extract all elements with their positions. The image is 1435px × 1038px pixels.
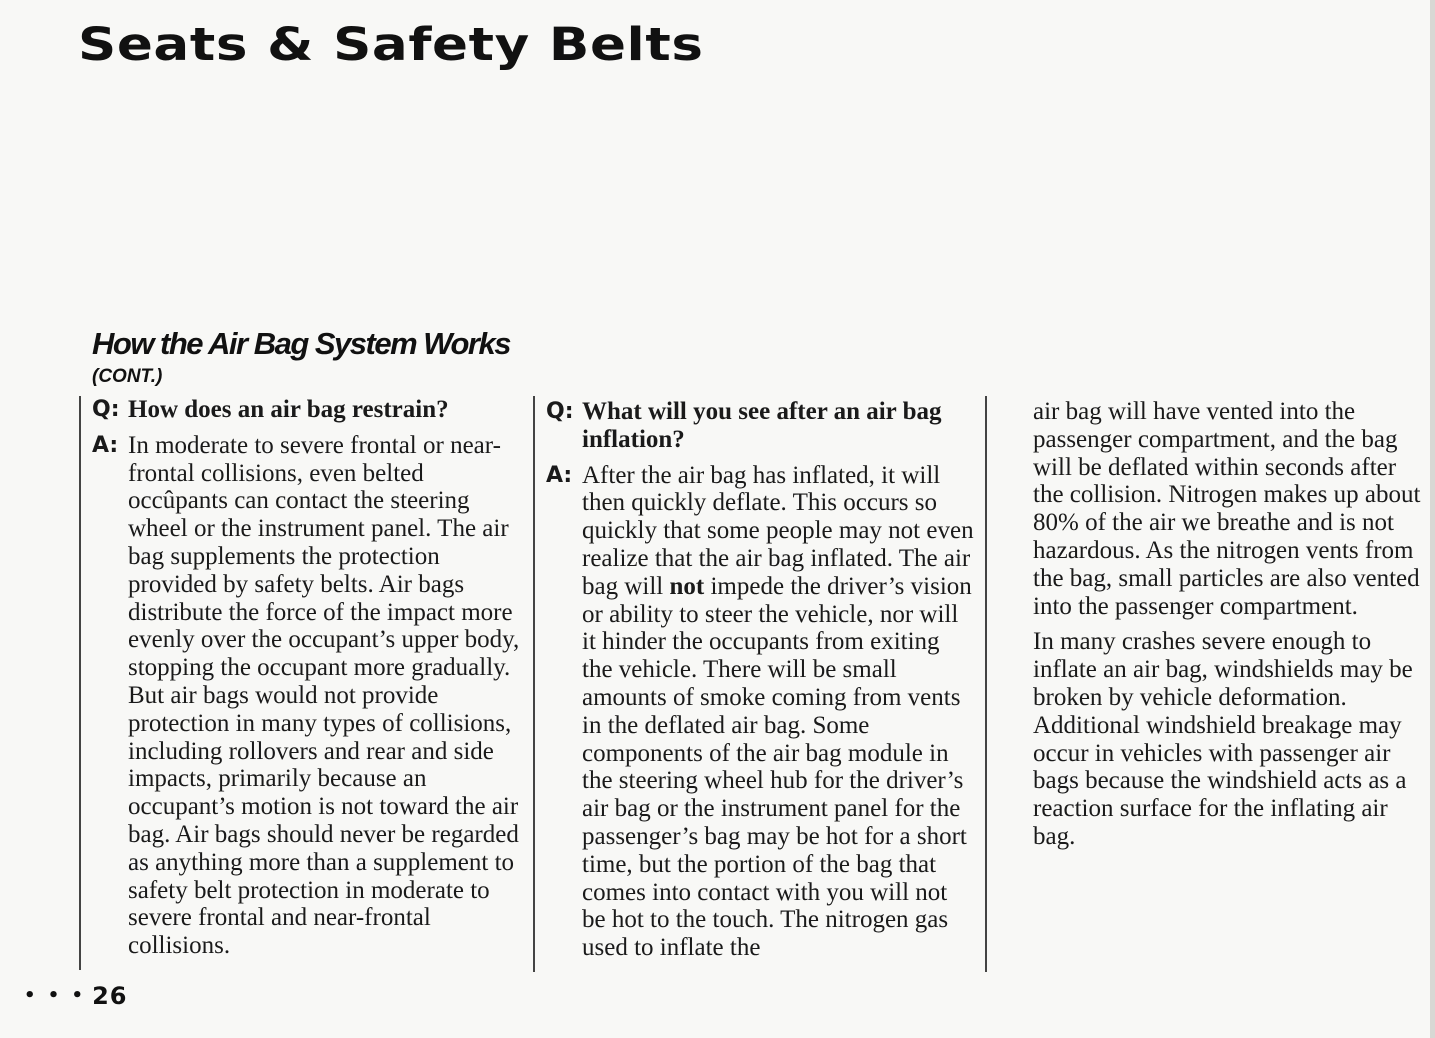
section-continued-label: (CONT.) [92,366,163,387]
page-footer [24,982,127,1010]
page-title: Seats & Safety Belts [78,18,704,71]
answer-2-label: A: [546,462,573,488]
column-2 [546,398,976,962]
continuation-paragraph-1: air bag will have vented into the passenger compartment, and the bag will be deflated within seconds after the collision. Nitrogen makes up about 80% of the air we breathe and is not hazardous. As the nitrogen vents from the bag, small particles are also vented into the passenger compartment. [1033,398,1421,620]
column-divider-left [79,396,81,970]
question-2-text: What will you see after an air bag inflation? [582,398,942,453]
column-3 [1033,398,1421,859]
answer-2-emphasis: not [669,572,705,600]
answer-1 [92,432,524,960]
question-1-text: How does an air bag restrain? [128,396,449,423]
section-heading: How the Air Bag System Works [92,326,510,361]
page-dots: • • • [24,985,87,1006]
column-divider-right [985,396,987,972]
answer-2-text-end: impede the driver’s vision or ability to steer the vehicle, nor will it hinder the occupants from exiting the vehicle. There will be small amounts of smoke coming from vents in the deflated air bag. Some components of the air bag module in the steering wheel hub for the driver’s air bag or the instrument panel for the passenger’s bag may be hot for a short time, but the portion of the bag that comes into contact with you will not be hot to the touch. The nitrogen gas used to inflate the [582,572,972,962]
answer-1-label: A: [92,432,119,458]
answer-1-text: In moderate to severe frontal or near-frontal collisions, even belted occûpants can contact the steering wheel or the instrument panel. The air bag supplements the protection provided by safety belts. Air bags distribute the force of the impact more evenly over the occupant’s upper body, stopping the occupant more gradually. But air bags would not provide protection in many types of collisions, including rollovers and rear and side impacts, primarily because an occupant’s motion is not toward the air bag. Air bags should never be regarded as anything more than a supplement to safety belt protection in moderate to severe frontal and near-frontal collisions. [128,431,520,960]
page-number: 26 [92,982,128,1010]
column-1 [92,396,524,960]
question-2-label: Q: [546,399,574,424]
answer-2-text-start: After the air bag has inflated, it will then quickly deflate. This occurs so quickly that some people may not even realize that the air bag inflated. The air bag will [582,461,974,600]
continuation-paragraph-2: In many crashes severe enough to inflate an air bag, windshields may be broken by vehicle deformation. Additional windshield breakage may occur in vehicles with passenger air bags because the windshield acts as a reaction surface for the inflating air bag. [1033,628,1413,850]
question-1 [92,396,524,424]
page-edge-shadow [1430,0,1435,1038]
answer-2 [546,462,976,962]
question-1-label: Q: [92,397,120,422]
column-divider-middle [533,396,535,972]
question-2 [546,398,976,454]
